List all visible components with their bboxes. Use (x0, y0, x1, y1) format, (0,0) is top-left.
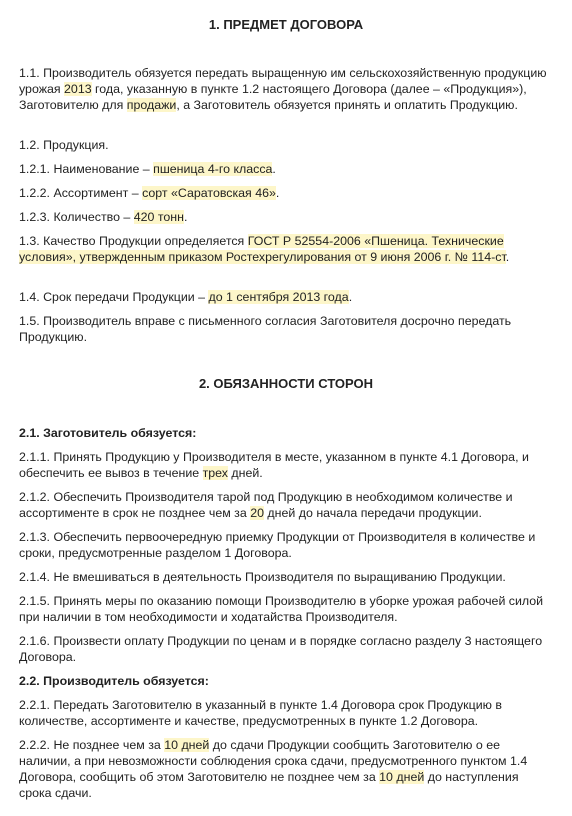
clause-1-2-2: 1.2.2. Ассортимент – сорт «Саратовская 46». (19, 186, 280, 200)
clause-2-2-2: 2.2.2. Не позднее чем за 10 дней до сдачи Продукции сообщить Заготовителю о ее наличии, а при невозможности соблюдения срока сдачи, предусмотренного пунктом 1.4 Договора, сообщить об этом Заготовителю не позднее чем за 10 дней до наступления срока сдачи. (19, 738, 528, 800)
clause-2-1-6: 2.1.6. Произвести оплату Продукции по ценам и в порядке согласно разделу 3 настоящего Договора. (19, 634, 543, 664)
highlight: 2013 (64, 82, 92, 96)
clause-1-3: 1.3. Качество Продукции определяется ГОСТ Р 52554-2006 «Пшеница. Технические условия», утвержденным приказом Ростехрегулирования от 9 июня 2006 г. № 114-ст. (19, 234, 510, 264)
subsection-2-2-title: 2.2. Производитель обязуется: (19, 674, 209, 688)
highlight: до 1 сентября 2013 года (208, 290, 349, 304)
clause-1-2: 1.2. Продукция. (19, 138, 109, 152)
subsection-2-1-title: 2.1. Заготовитель обязуется: (19, 426, 197, 440)
highlight: ГОСТ Р 52554-2006 «Пшеница. Технические условия», утвержденным приказом Ростехрегулирования от 9 июня 2006 г. № 114-ст (19, 234, 506, 264)
clause-1-2-1: 1.2.1. Наименование – пшеница 4-го класса. (19, 162, 276, 176)
clause-1-4: 1.4. Срок передачи Продукции – до 1 сентября 2013 года. (19, 290, 353, 304)
highlight: трех (202, 466, 228, 480)
clause-1-2-3: 1.2.3. Количество – 420 тонн. (19, 210, 188, 224)
highlight: 10 дней (379, 770, 425, 784)
highlight: 20 (250, 506, 264, 520)
highlight: 420 тонн (133, 210, 184, 224)
clause-1-5: 1.5. Производитель вправе с письменного согласия Заготовителя досрочно передать Продукцию. (19, 314, 512, 344)
highlight: 10 дней (164, 738, 210, 752)
clause-2-1-3: 2.1.3. Обеспечить первоочередную приемку Продукции от Производителя в количестве и сроки, предусмотренные разделом 1 Договора. (19, 530, 536, 560)
highlight: продажи (126, 98, 177, 112)
clause-2-1-1: 2.1.1. Принять Продукцию у Производителя в месте, указанном в пункте 4.1 Договора, и обеспечить ее вывоз в течение трех дней. (19, 450, 529, 480)
clause-2-1-4: 2.1.4. Не вмешиваться в деятельность Производителя по выращиванию Продукции. (19, 570, 506, 584)
section-1-heading: 1. ПРЕДМЕТ ДОГОВОРА (208, 17, 364, 32)
clause-2-2-1: 2.2.1. Передать Заготовителю в указанный в пункте 1.4 Договора срок Продукцию в количестве, ассортименте и качестве, предусмотренных в пункте 1.2 Договора. (19, 698, 502, 728)
section-2-heading: 2. ОБЯЗАННОСТИ СТОРОН (198, 376, 374, 391)
clause-1-1: 1.1. Производитель обязуется передать выращенную им сельскохозяйственную продукцию урожая 2013 года, указанную в пункте 1.2 настоящего Договора (далее – «Продукция»), Заготовителю для продажи, а Заготовитель обязуется принять и оплатить Продукцию. (19, 66, 547, 112)
highlight: сорт «Саратовская 46» (142, 186, 276, 200)
clause-2-1-2: 2.1.2. Обеспечить Производителя тарой под Продукцию в необходимом количестве и ассортименте в срок не позднее чем за 20 дней до начала передачи продукции. (19, 490, 513, 520)
highlight: пшеница 4-го класса (153, 162, 273, 176)
clause-2-1-5: 2.1.5. Принять меры по оказанию помощи Производителю в уборке урожая рабочей силой при наличии в том необходимости и ходатайства Производителя. (19, 594, 544, 624)
